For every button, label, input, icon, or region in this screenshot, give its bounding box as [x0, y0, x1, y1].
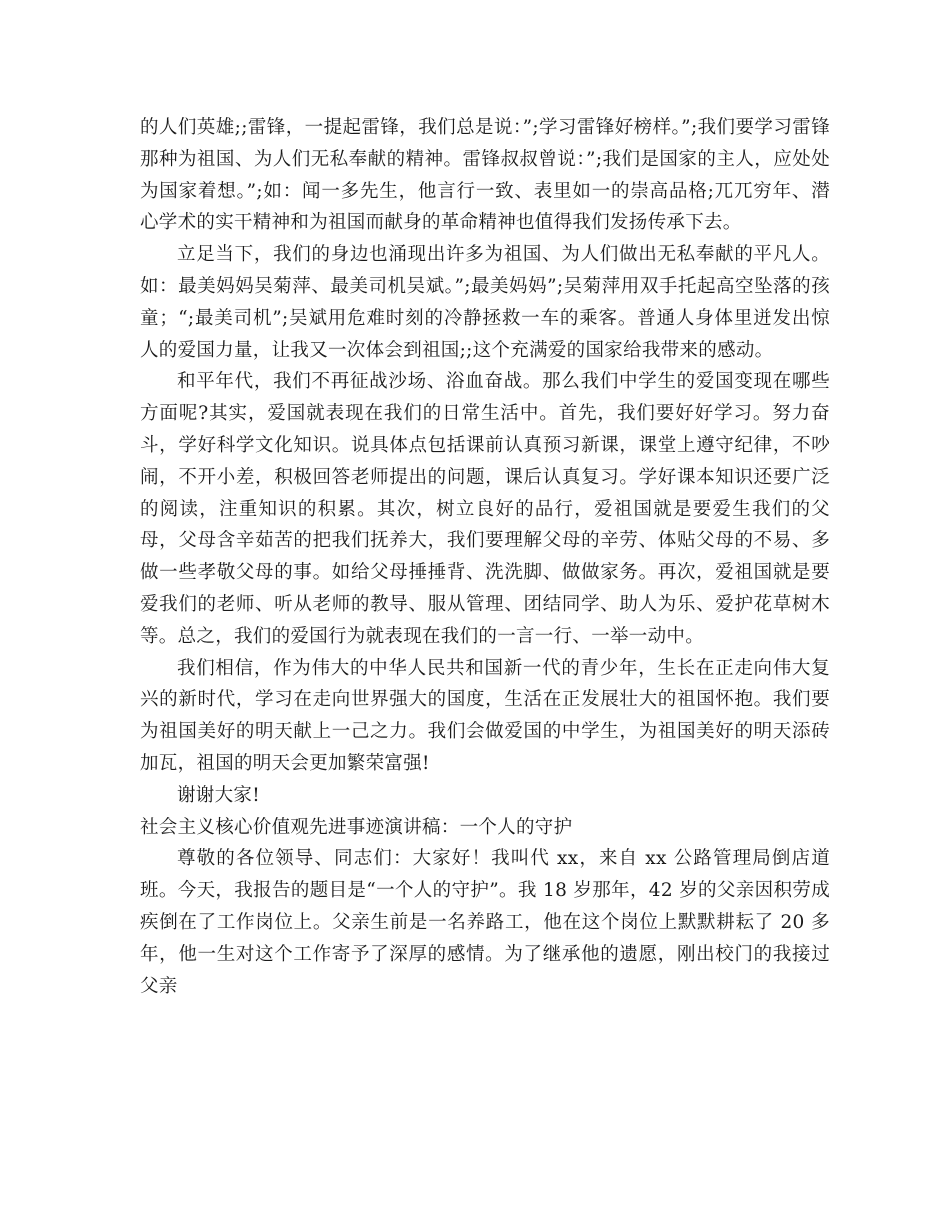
paragraph-speech-opening: 尊敬的各位领导、同志们：大家好！我叫代 xx，来自 xx 公路管理局倒店道班。今天，我报告的题目是“一个人的守护”。我 18 岁那年，42 岁的父亲因积劳成疾倒在了工作岗位上。父亲生前是一名养路工，他在这个岗位上默默耕耘了 20 多年，他一生对这个工作寄予了深厚的感情。为了继承他的遗愿，刚出校门的我接过父亲: [140, 848, 830, 997]
paragraph-daily-patriotism: 和平年代，我们不再征战沙场、浴血奋战。那么我们中学生的爱国变现在哪些方面呢?其实，爱国就表现在我们的日常生活中。首先，我们要好好学习。努力奋斗，学好科学文化知识。说具体点包括课前认真预习新课，课堂上遵守纪律，不吵闹，不开小差，积极回答老师提出的问题，课后认真复习。学好课本知识还要广泛的阅读，注重知识的积累。其次，树立良好的品行，爱祖国就是要爱生我们的父母，父母含辛茹苦的把我们抚养大，我们要理解父母的辛劳、体贴父母的不易、多做一些孝敬父母的事。如给父母捶捶背、洗洗脚、做做家务。再次，爱祖国就是要爱我们的老师、听从老师的教导、服从管理、团结同学、助人为乐、爱护花草树木等。总之，我们的爱国行为就表现在我们的一言一行、一举一动中。: [140, 371, 830, 647]
paragraph-belief: 我们相信，作为伟大的中华人民共和国新一代的青少年，生长在正走向伟大复兴的新时代，学习在走向世界强大的国度，生活在正发展壮大的祖国怀抱。我们要为祖国美好的明天献上一己之力。我们会做爱国的中学生，为祖国美好的明天添砖加瓦，祖国的明天会更加繁荣富强!: [140, 657, 830, 774]
paragraph-ordinary-heroes: 立足当下，我们的身边也涌现出许多为祖国、为人们做出无私奉献的平凡人。如：最美妈妈吴菊萍、最美司机吴斌。”;最美妈妈”;吴菊萍用双手托起高空坠落的孩童；“;最美司机”;吴斌用危难时刻的冷静拯救一车的乘客。普通人身体里迸发出惊人的爱国力量，让我又一次体会到祖国;;这个充满爱的国家给我带来的感动。: [140, 244, 830, 361]
paragraph-thanks: 谢谢大家!: [177, 784, 260, 806]
document-body: [140, 112, 830, 1002]
paragraph-continuation: 的人们英雄;;雷锋，一提起雷锋，我们总是说：”;学习雷锋好榜样。”;我们要学习雷锋那种为祖国、为人们无私奉献的精神。雷锋叔叔曾说：”;我们是国家的主人，应处处为国家着想。”;如：闻一多先生，他言行一致、表里如一的崇高品格;兀兀穷年、潜心学术的实干精神和为祖国而献身的革命精神也值得我们发扬传承下去。: [140, 117, 830, 234]
section-title: 社会主义核心价值观先进事迹演讲稿：一个人的守护: [140, 816, 573, 838]
